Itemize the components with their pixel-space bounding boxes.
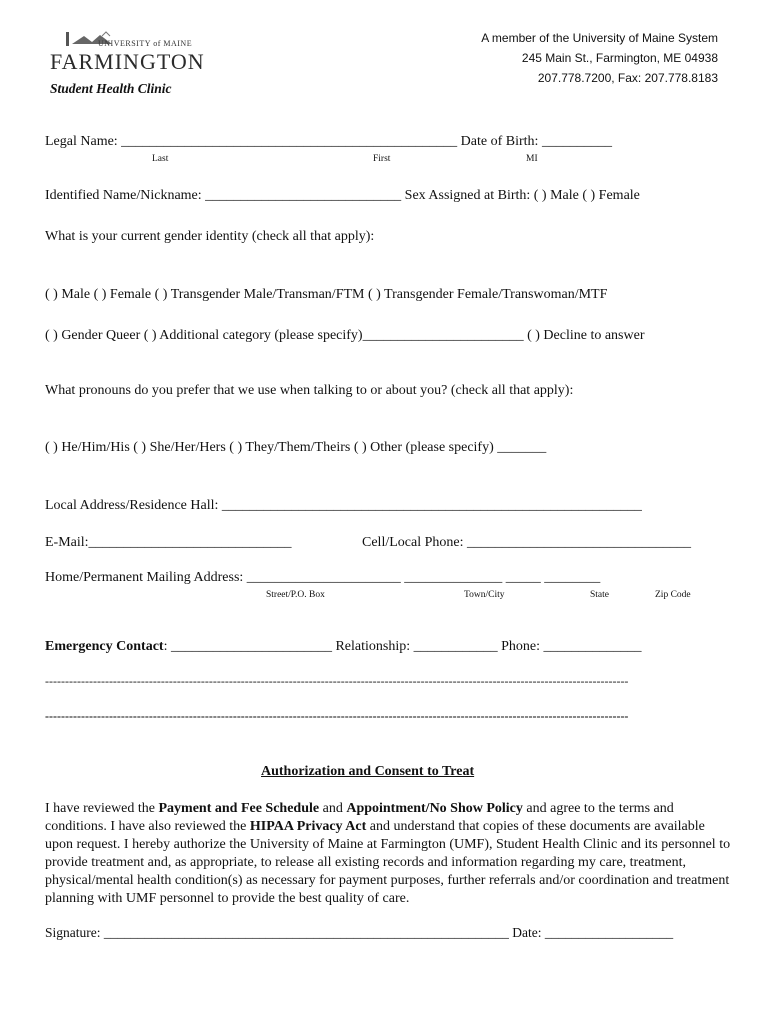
identified-name-field[interactable]: Identified Name/Nickname: ____________________________ Sex Assigned at Birth: ( ) Male ( ) Female <box>45 188 640 203</box>
phone-line: 207.778.7200, Fax: 207.778.8183 <box>537 71 718 85</box>
home-address-field[interactable]: Home/Permanent Mailing Address: ______________________ ______________ _____ ________ <box>45 570 601 585</box>
logo-university-text: UNIVERSITY of MAINE <box>98 39 193 48</box>
payment-fee-schedule-text: Payment and Fee Schedule <box>158 801 320 816</box>
header-contact <box>481 28 718 88</box>
emergency-line-2[interactable]: -------------------------------------------------------------------------------------------------------------------------------------------------- <box>45 709 629 723</box>
local-address-field[interactable]: Local Address/Residence Hall: ____________________________________________________________ <box>45 498 642 513</box>
legal-name-mi-label: MI <box>526 154 538 164</box>
legal-name-field[interactable]: Legal Name: ________________________________________________ Date of Birth: __________ <box>45 134 612 149</box>
home-town-label: Town/City <box>464 590 505 600</box>
clinic-name: Student Health Clinic <box>50 81 172 96</box>
logo-farmington-text: FARMINGTON <box>50 49 205 74</box>
legal-name-first-label: First <box>373 154 391 164</box>
signature-field[interactable]: Signature: ____________________________________________________________ Date: ___________________ <box>45 925 674 940</box>
member-line: A member of the University of Maine System <box>481 31 718 45</box>
consent-paragraph <box>45 800 735 908</box>
email-field[interactable]: E-Mail:_____________________________ <box>45 535 292 550</box>
consent-text-1: I have reviewed the <box>45 801 159 816</box>
emergency-contact-label: Emergency Contact <box>45 639 164 654</box>
home-street-label: Street/P.O. Box <box>266 590 325 600</box>
pronoun-question: What pronouns do you prefer that we use when talking to or about you? (check all that apply): <box>45 383 574 398</box>
gender-question: What is your current gender identity (check all that apply): <box>45 229 375 244</box>
gender-options-row-1[interactable]: ( ) Male ( ) Female ( ) Transgender Male/Transman/FTM ( ) Transgender Female/Transwoman/MTF <box>45 287 608 302</box>
gender-options-row-2[interactable]: ( ) Gender Queer ( ) Additional category (please specify)_______________________ ( ) Decline to answer <box>45 328 645 343</box>
home-state-label: State <box>590 590 609 600</box>
home-zip-label: Zip Code <box>655 590 691 600</box>
cell-phone-field[interactable]: Cell/Local Phone: ________________________________ <box>362 535 691 550</box>
emergency-contact-blanks: : _______________________ Relationship: ____________ Phone: ______________ <box>163 639 642 654</box>
pronoun-options-row[interactable]: ( ) He/Him/His ( ) She/Her/Hers ( ) They/Them/Theirs ( ) Other (please specify) _______ <box>45 440 547 455</box>
consent-text-4: and understand that copies of these documents are available upon request. I hereby authorize the University of Maine at Farmington (UMF), Student Health Clinic and its personnel to provide treatment and, as appropriate, to release all existing records and information regarding my care, treatment, physical/mental health condition(s) as necessary for payment purposes, further referrals and/or coordination and treatment planning with UMF personnel to provide the best quality of care. <box>45 819 731 906</box>
address-line: 245 Main St., Farmington, ME 04938 <box>521 51 718 65</box>
consent-text-2: and <box>319 801 347 816</box>
hipaa-text: HIPAA Privacy Act <box>249 819 367 834</box>
no-show-policy-text: Appointment/No Show Policy <box>346 801 523 816</box>
consent-title: Authorization and Consent to Treat <box>261 764 475 779</box>
legal-name-last-label: Last <box>152 154 169 164</box>
consent-text-3: and agree to the terms and conditions. I have also reviewed the <box>45 801 674 834</box>
emergency-line-1[interactable]: -------------------------------------------------------------------------------------------------------------------------------------------------- <box>45 674 629 688</box>
emergency-contact-field[interactable] <box>45 639 642 655</box>
university-logo <box>48 30 205 75</box>
